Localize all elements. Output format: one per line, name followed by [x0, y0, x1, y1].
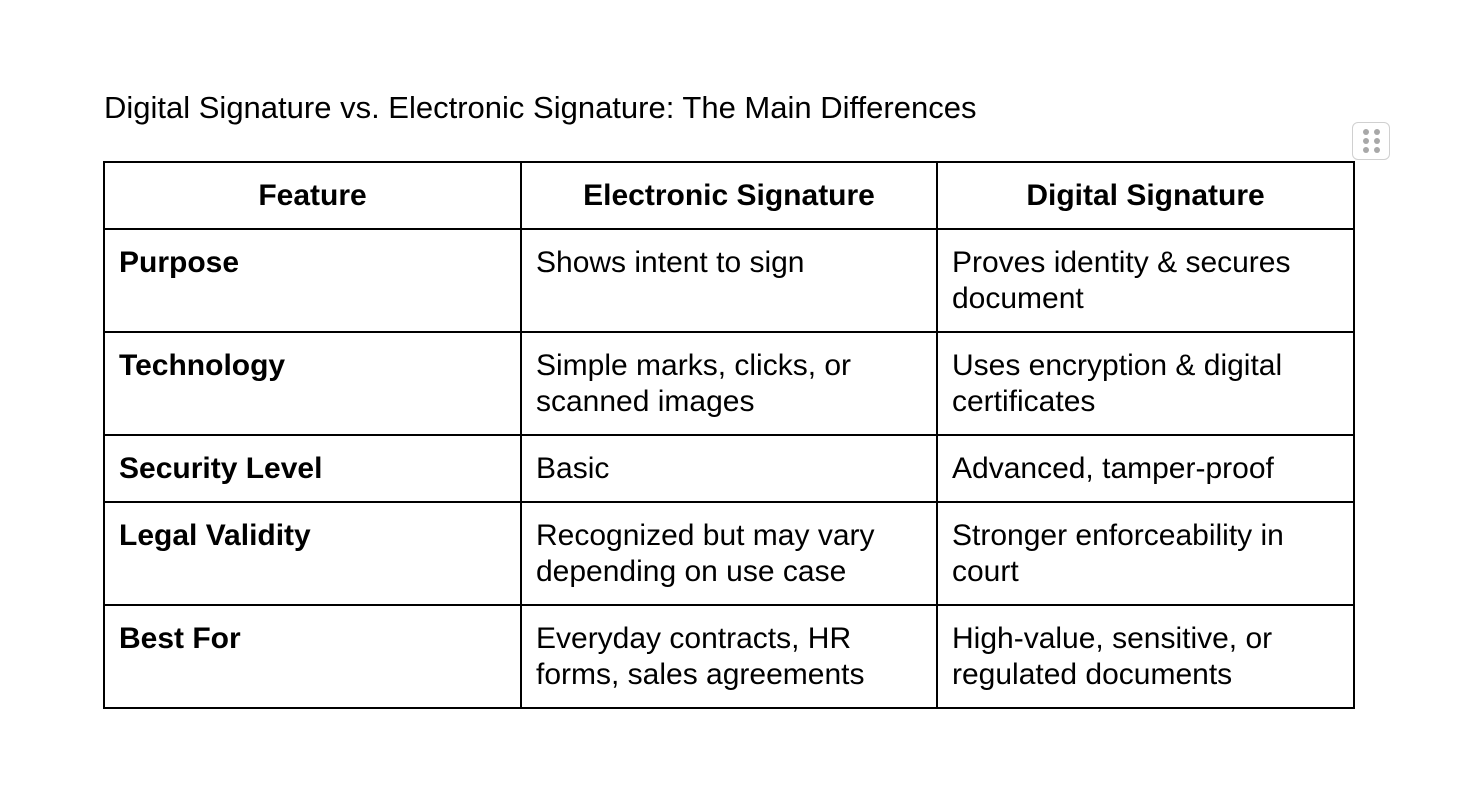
table-row [104, 229, 1354, 332]
electronic-signature-cell: Recognized but may vary depending on use case [521, 502, 937, 605]
header-electronic-signature: Electronic Signature [521, 162, 937, 229]
table-row [104, 435, 1354, 502]
header-feature: Feature [104, 162, 521, 229]
feature-cell: Best For [104, 605, 521, 708]
table-header-row [104, 162, 1354, 229]
feature-cell: Security Level [104, 435, 521, 502]
header-digital-signature: Digital Signature [937, 162, 1354, 229]
digital-signature-cell: High-value, sensitive, or regulated documents [937, 605, 1354, 708]
electronic-signature-cell: Shows intent to sign [521, 229, 937, 332]
electronic-signature-cell: Basic [521, 435, 937, 502]
feature-cell: Technology [104, 332, 521, 435]
drag-handle-icon [1363, 129, 1380, 153]
table-row [104, 332, 1354, 435]
feature-cell: Purpose [104, 229, 521, 332]
digital-signature-cell: Advanced, tamper-proof [937, 435, 1354, 502]
electronic-signature-cell: Simple marks, clicks, or scanned images [521, 332, 937, 435]
feature-cell: Legal Validity [104, 502, 521, 605]
document-title: Digital Signature vs. Electronic Signature: The Main Differences [104, 90, 977, 125]
digital-signature-cell: Proves identity & secures document [937, 229, 1354, 332]
electronic-signature-cell: Everyday contracts, HR forms, sales agreements [521, 605, 937, 708]
table-row [104, 502, 1354, 605]
digital-signature-cell: Stronger enforceability in court [937, 502, 1354, 605]
table-row [104, 605, 1354, 708]
table-drag-handle[interactable] [1352, 122, 1390, 160]
digital-signature-cell: Uses encryption & digital certificates [937, 332, 1354, 435]
comparison-table [103, 161, 1355, 709]
